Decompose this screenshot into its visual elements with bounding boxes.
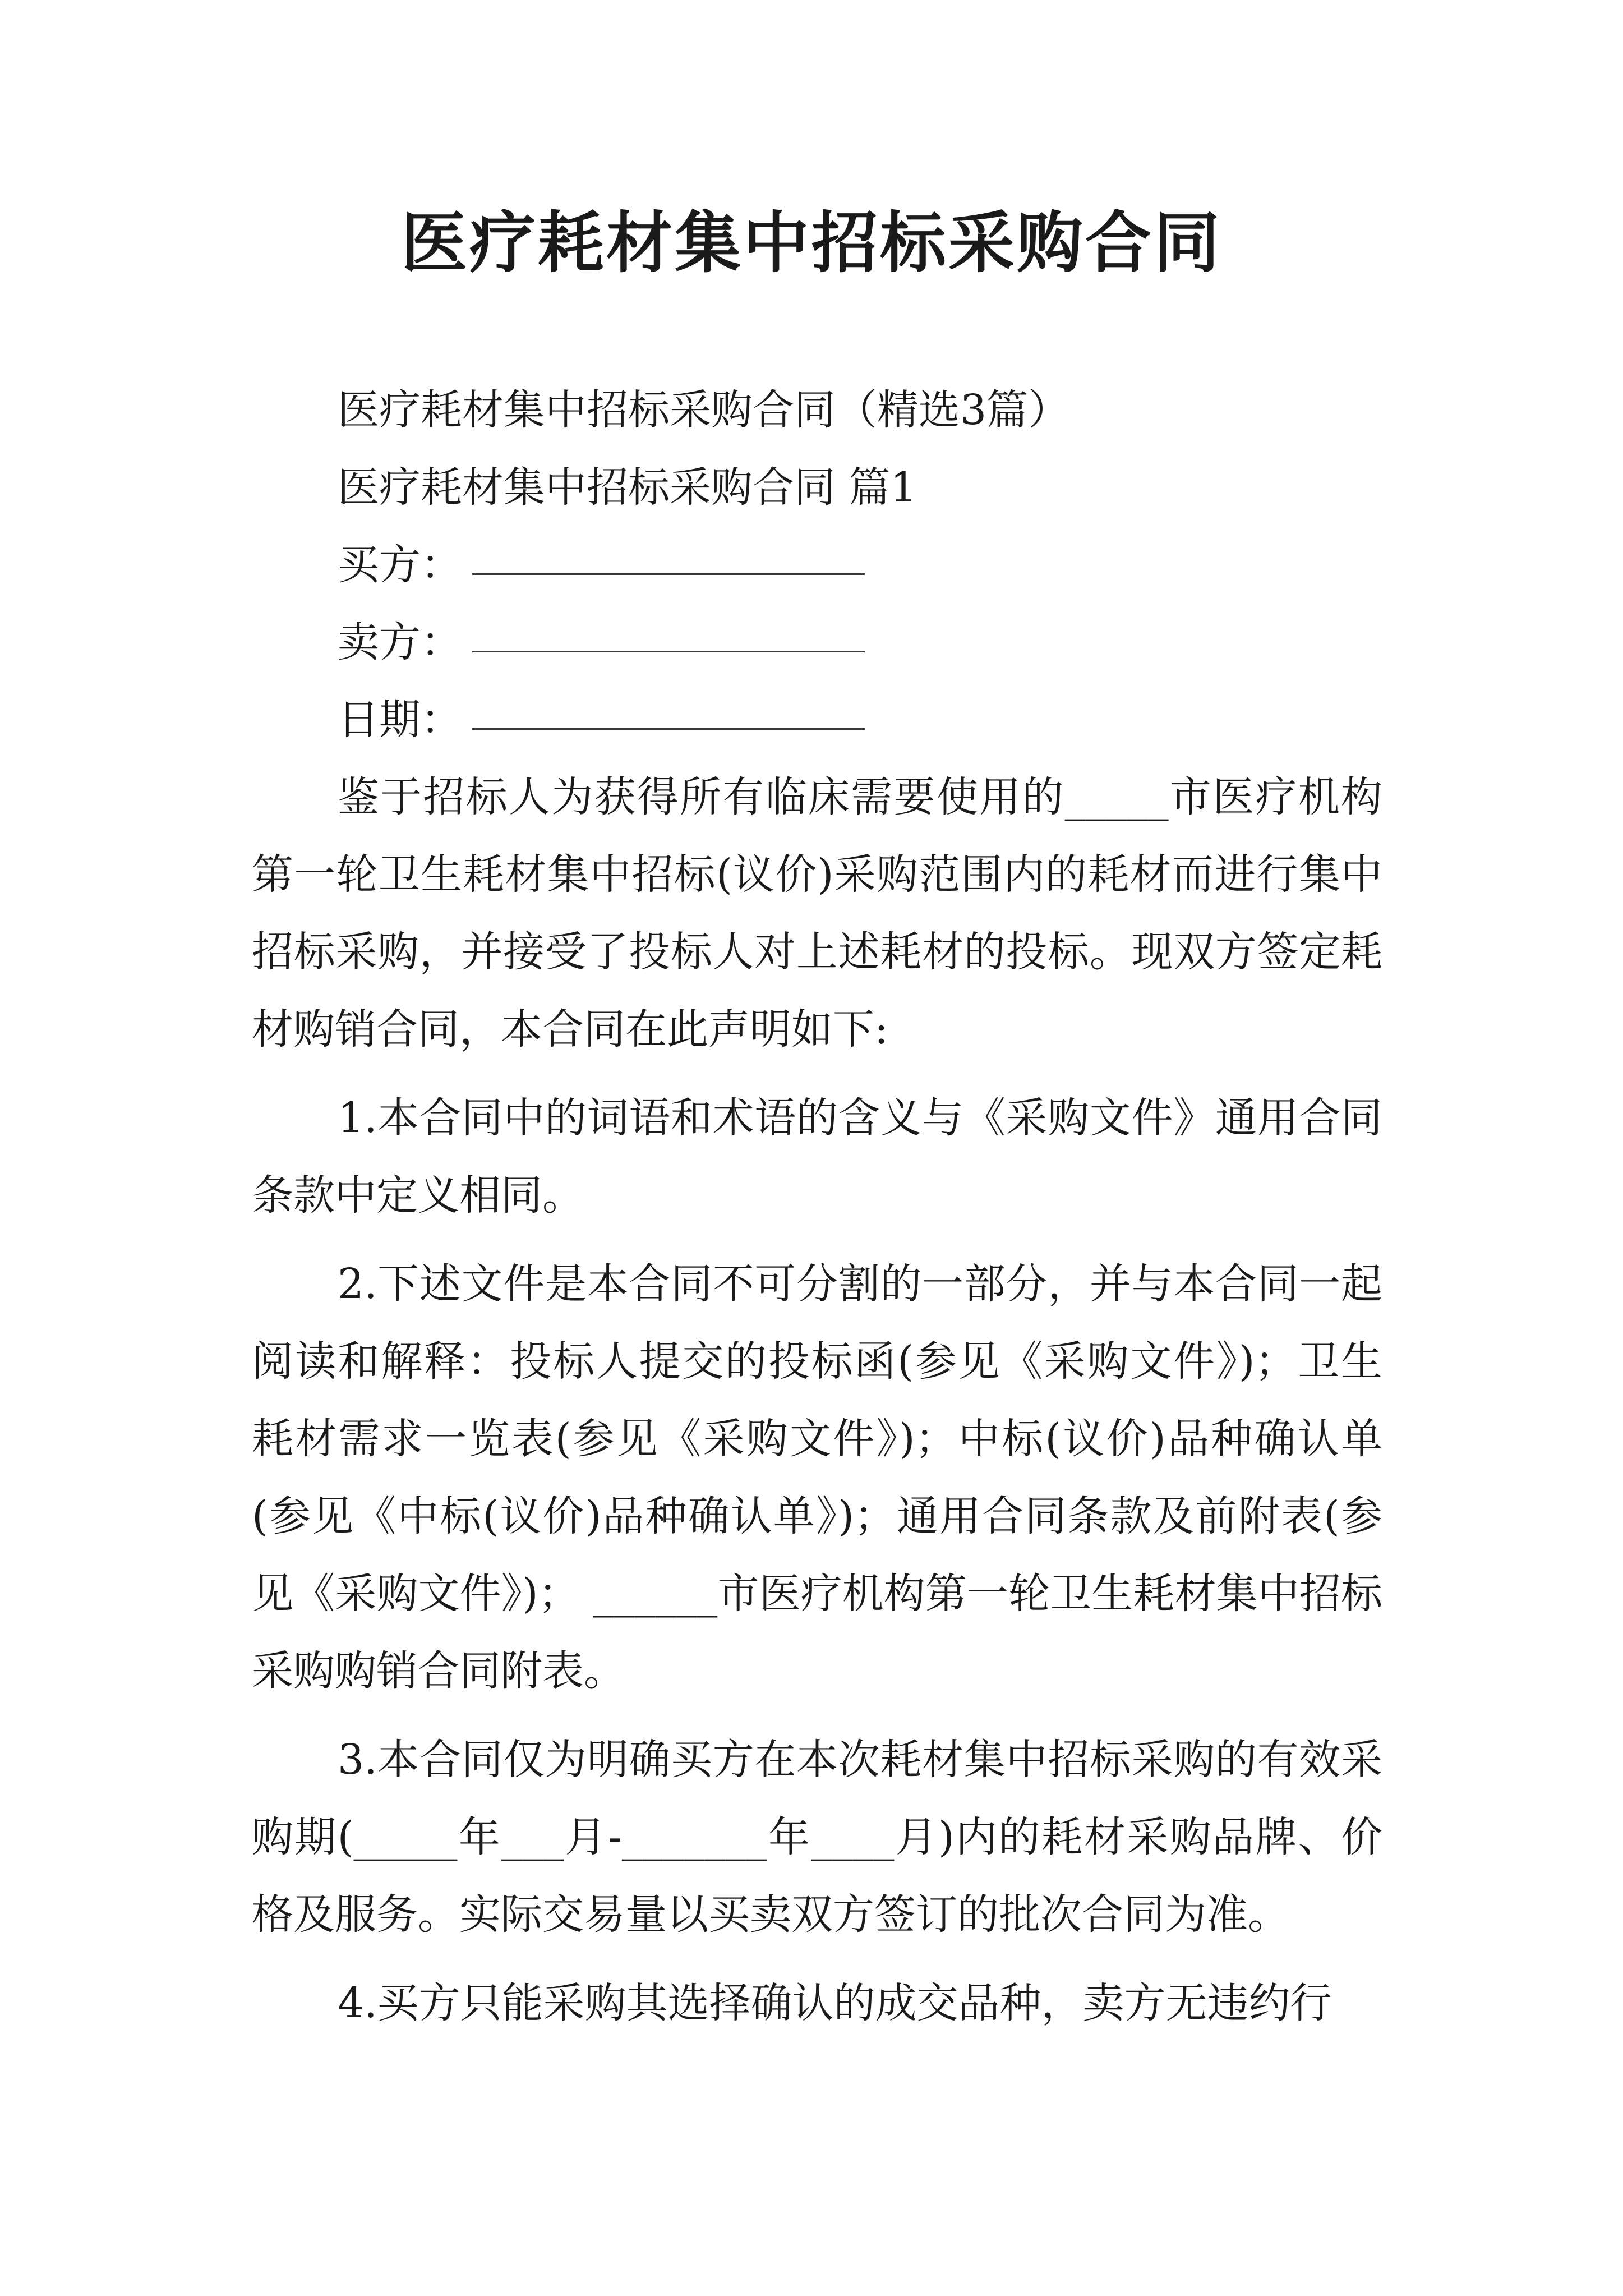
date-field [252,681,1382,758]
seller-field [252,604,1382,681]
document-subtitle: 医疗耗材集中招标采购合同（精选3篇） [338,386,1070,434]
clause-4-paragraph: 4.买方只能采购其选择确认的成交品种，卖方无违约行 [338,1979,1332,2027]
document-body [252,371,1382,2042]
preamble-paragraph: 鉴于招标人为获得所有临床需要使用的_____市医疗机构第一轮卫生耗材集中招标(议价)采购范围内的耗材而进行集中招标采购，并接受了投标人对上述耗材的投标。现双方签定耗材购销合同，本合同在此声明如下: [252,773,1382,1053]
buyer-label: 买方： [338,541,462,589]
date-label: 日期： [338,696,462,744]
clause-1-paragraph: 1.本合同中的词语和术语的含义与《采购文件》通用合同条款中定义相同。 [252,1094,1382,1220]
clause-3-paragraph: 3.本合同仅为明确买方在本次耗材集中招标采购的有效采购期(_____年___月-_______年____月)内的耗材采购品牌、价格及服务。实际交易量以买卖双方签订的批次合同为准。 [252,1736,1382,1939]
buyer-field [252,526,1382,604]
document-title: 医疗耗材集中招标采购合同 [400,204,1222,282]
seller-blank-line [472,604,865,652]
seller-label: 卖方： [338,618,462,666]
buyer-blank-line [472,526,865,575]
clause-2-paragraph: 2.下述文件是本合同不可分割的一部分，并与本合同一起阅读和解释：投标人提交的投标函(参见《采购文件》)；卫生耗材需求一览表(参见《采购文件》)；中标(议价)品种确认单(参见《中标(议价)品种确认单》)；通用合同条款及前附表(参见《采购文件》)； ______市医疗机构第一轮卫生耗材集中招标采购购销合同附表。 [252,1260,1382,1695]
section-heading: 医疗耗材集中招标采购合同 篇1 [338,463,917,512]
date-blank-line [472,681,865,730]
